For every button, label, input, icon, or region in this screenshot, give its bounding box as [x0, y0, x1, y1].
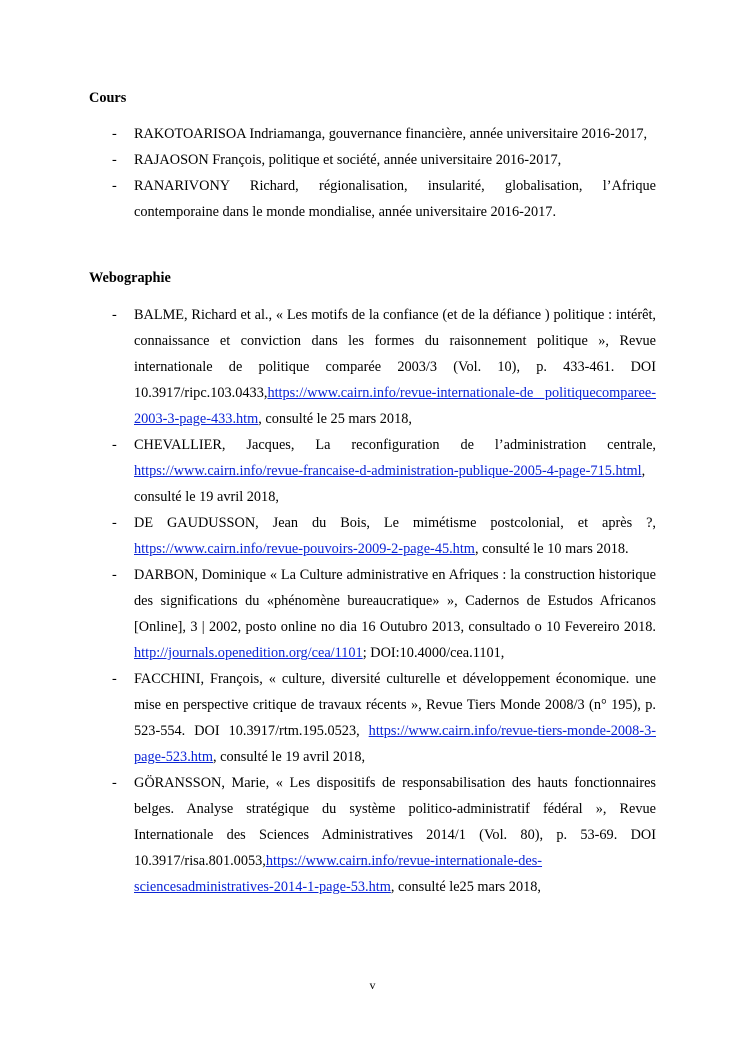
list-item	[89, 666, 656, 770]
section-heading-webographie: Webographie	[89, 270, 171, 286]
list-item	[89, 121, 656, 147]
citation-link[interactable]: https://www.cairn.info/revue-francaise-d-administration-publique-2005-4-page-715.html	[134, 463, 642, 479]
item-text: RAKOTOARISOA Indriamanga, gouvernance financière, année universitaire 2016-2017,	[134, 126, 648, 142]
list-item	[89, 173, 656, 225]
list-dash: -	[112, 515, 117, 531]
item-text: RANARIVONY Richard, régionalisation, insularité, globalisation, l’Afrique contemporaine dans le monde mondialise, année universitaire 2016-2017.	[134, 178, 656, 220]
webographie-list	[89, 302, 656, 900]
list-item	[89, 147, 656, 173]
list-dash: -	[112, 152, 117, 168]
list-dash: -	[112, 178, 117, 194]
citation-text: DARBON, Dominique « La Culture administrative en Afriques : la construction historique des significations du «phénomène bureaucratique» », Cadernos de Estudos Africanos [Online], 3 | 2002, posto online no dia 16 Outubro 2013, consultado o 10 Fevereiro 2018.	[134, 567, 656, 635]
list-dash: -	[112, 567, 117, 583]
citation-text: BALME, Richard et al., « Les motifs de la confiance (et de la défiance ) politique : intérêt, connaissance et conviction dans les formes du raisonnement politique », Revue internationale de politique comparée 2003/3 (Vol. 10), p. 433-461. DOI 10.3917/ripc.103.0433,	[134, 307, 656, 401]
citation-suffix: , consulté le 25 mars 2018,	[258, 411, 412, 427]
citation-text: CHEVALLIER, Jacques, La reconfiguration de l’administration centrale,	[134, 437, 656, 453]
citation-text: FACCHINI, François, « culture, diversité culturelle et développement économique. une mise en perspective critique de travaux récents », Revue Tiers Monde 2008/3 (n° 195), p. 523-554. DOI 10.3917/rtm.195.0523,	[134, 671, 656, 739]
list-item	[89, 432, 656, 510]
list-item	[89, 562, 656, 666]
citation-suffix: ; DOI:10.4000/cea.1101,	[362, 645, 505, 661]
cours-list	[89, 121, 656, 225]
citation-text: DE GAUDUSSON, Jean du Bois, Le mimétisme postcolonial, et après ?,	[134, 515, 656, 531]
citation-suffix: , consulté le 19 avril 2018,	[134, 463, 646, 505]
citation-link[interactable]: https://www.cairn.info/revue-tiers-monde-2008-3-page-523.htm	[134, 723, 656, 765]
list-dash: -	[112, 126, 117, 142]
list-item	[89, 302, 656, 432]
list-dash: -	[112, 775, 117, 791]
citation-link[interactable]: http://journals.openedition.org/cea/1101	[134, 645, 363, 661]
citation-link[interactable]: https://www.cairn.info/revue-internationale-des-sciencesadministratives-2014-1-page-53.htm	[134, 853, 543, 895]
page-number: v	[369, 978, 376, 992]
list-item	[89, 770, 656, 900]
list-item	[89, 510, 656, 562]
item-text: RAJAOSON François, politique et société, année universitaire 2016-2017,	[134, 152, 562, 168]
section-heading-cours: Cours	[89, 90, 127, 106]
citation-suffix: , consulté le25 mars 2018,	[390, 879, 541, 895]
citation-suffix: , consulté le 19 avril 2018,	[213, 749, 366, 765]
citation-link[interactable]: https://www.cairn.info/revue-internationale-de politiquecomparee-2003-3-page-433.htm	[134, 385, 656, 427]
list-dash: -	[112, 671, 117, 687]
citation-link[interactable]: https://www.cairn.info/revue-pouvoirs-2009-2-page-45.htm	[134, 541, 475, 557]
list-dash: -	[112, 307, 117, 323]
citation-text: GÖRANSSON, Marie, « Les dispositifs de responsabilisation des hauts fonctionnaires belges. Analyse stratégique du système politico-administratif fédéral », Revue Internationale des Sciences Administratives 2014/1 (Vol. 80), p. 53-69. DOI 10.3917/risa.801.0053,	[134, 775, 656, 869]
citation-suffix: , consulté le 10 mars 2018.	[474, 541, 629, 557]
list-dash: -	[112, 437, 117, 453]
